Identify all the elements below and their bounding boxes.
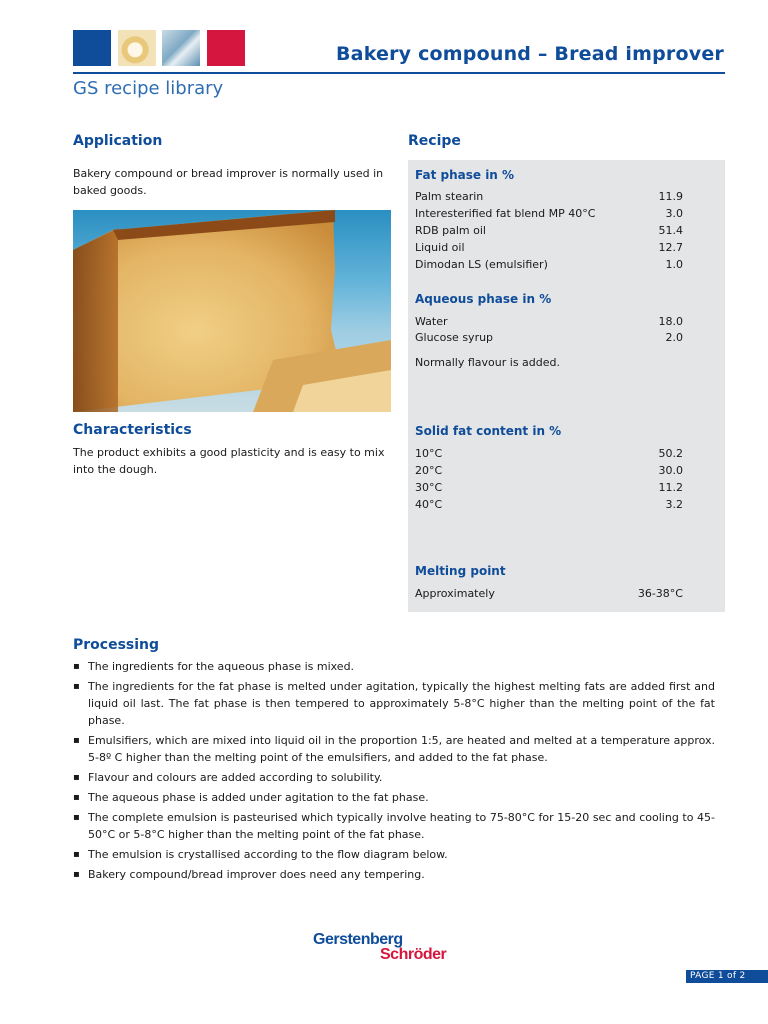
characteristics-heading: Characteristics bbox=[73, 422, 192, 438]
fat-phase-row bbox=[415, 239, 683, 256]
document-title: Bakery compound – Bread improver bbox=[336, 43, 724, 65]
recipe-panel bbox=[408, 160, 725, 612]
ingredient-value: 1.0 bbox=[665, 258, 683, 271]
temperature-label: 10°C bbox=[415, 447, 443, 460]
ingredient-value: 18.0 bbox=[658, 315, 683, 328]
list-item: ▪ Flavour and colours are added according to solubility. bbox=[73, 769, 715, 786]
melting-point-label: Approximately bbox=[415, 587, 495, 600]
aqueous-phase-heading: Aqueous phase in % bbox=[415, 292, 552, 306]
list-item: ▪ The ingredients for the aqueous phase is mixed. bbox=[73, 658, 715, 675]
solid-fat-row bbox=[415, 462, 683, 479]
fat-phase-row bbox=[415, 205, 683, 222]
ingredient-value: 2.0 bbox=[665, 331, 683, 344]
melting-point-row bbox=[415, 585, 683, 602]
processing-heading: Processing bbox=[73, 637, 160, 653]
melting-point-heading: Melting point bbox=[415, 564, 506, 578]
application-text: Bakery compound or bread improver is normally used in baked goods. bbox=[73, 167, 384, 197]
library-subtitle: GS recipe library bbox=[73, 78, 224, 99]
ingredient-name: Dimodan LS (emulsifier) bbox=[415, 258, 548, 271]
header-photo-cake-thumbnail bbox=[118, 30, 156, 66]
company-logo-line1: Gerstenberg bbox=[313, 931, 403, 948]
ingredient-name: Glucose syrup bbox=[415, 331, 494, 344]
solid-fat-row bbox=[415, 445, 683, 462]
fat-phase-row bbox=[415, 188, 683, 205]
page-indicator: PAGE 1 of 2 bbox=[686, 970, 768, 983]
list-item: ▪ Bakery compound/bread improver does need any tempering. bbox=[73, 866, 715, 883]
ingredient-name: Water bbox=[415, 315, 448, 328]
solid-fat-value: 11.2 bbox=[658, 481, 683, 494]
list-item: ▪ Emulsifiers, which are mixed into liquid oil in the proportion 1:5, are heated and melted at a temperature approx. 5-8º C higher than the melting point of the emulsifiers, and added to the fat phase. bbox=[73, 732, 715, 766]
header-color-block-blue bbox=[73, 30, 111, 66]
fat-phase-heading: Fat phase in % bbox=[415, 168, 515, 182]
ingredient-value: 51.4 bbox=[658, 224, 683, 237]
flavour-note: Normally flavour is added. bbox=[415, 356, 560, 369]
list-item: ▪ The aqueous phase is added under agitation to the fat phase. bbox=[73, 789, 715, 806]
ingredient-name: Palm stearin bbox=[415, 190, 484, 203]
melting-point-value: 36-38°C bbox=[637, 587, 683, 600]
header-color-block-red bbox=[207, 30, 245, 66]
ingredient-name: RDB palm oil bbox=[415, 224, 486, 237]
solid-fat-row bbox=[415, 496, 683, 513]
solid-fat-value: 3.2 bbox=[665, 498, 683, 511]
temperature-label: 20°C bbox=[415, 464, 443, 477]
aqueous-phase-row bbox=[415, 313, 683, 330]
solid-fat-row bbox=[415, 479, 683, 496]
ingredient-name: Interesterified fat blend MP 40°C bbox=[415, 207, 596, 220]
list-item: ▪ The emulsion is crystallised according to the flow diagram below. bbox=[73, 846, 715, 863]
fat-phase-row bbox=[415, 256, 683, 273]
solid-fat-heading: Solid fat content in % bbox=[415, 424, 562, 438]
ingredient-name: Liquid oil bbox=[415, 241, 465, 254]
aqueous-phase-row bbox=[415, 329, 683, 346]
characteristics-text: The product exhibits a good plasticity and is easy to mix into the dough. bbox=[73, 446, 385, 476]
temperature-label: 30°C bbox=[415, 481, 443, 494]
cake-illustration bbox=[73, 210, 391, 412]
cake-photo bbox=[73, 210, 391, 412]
ingredient-value: 12.7 bbox=[658, 241, 683, 254]
list-item: ▪ The ingredients for the fat phase is melted under agitation, typically the highest melting fats are added first and liquid oil last. The fat phase is then tempered to approximately 5-8°C higher than the melting point of the fat phase. bbox=[73, 678, 715, 729]
ingredient-value: 3.0 bbox=[665, 207, 683, 220]
header-divider bbox=[73, 72, 725, 74]
application-heading: Application bbox=[73, 133, 163, 149]
header-photo-product-thumbnail bbox=[162, 30, 200, 66]
list-item: ▪ The complete emulsion is pasteurised which typically involve heating to 75-80°C for 15-20 sec and cooling to 45-50°C or 5-8°C higher than the melting point of the fat phase. bbox=[73, 809, 715, 843]
solid-fat-value: 30.0 bbox=[658, 464, 683, 477]
fat-phase-row bbox=[415, 222, 683, 239]
company-logo-line2: Schröder bbox=[380, 946, 447, 963]
solid-fat-value: 50.2 bbox=[658, 447, 683, 460]
recipe-heading: Recipe bbox=[408, 133, 461, 149]
ingredient-value: 11.9 bbox=[658, 190, 683, 203]
processing-list bbox=[73, 658, 715, 886]
temperature-label: 40°C bbox=[415, 498, 443, 511]
